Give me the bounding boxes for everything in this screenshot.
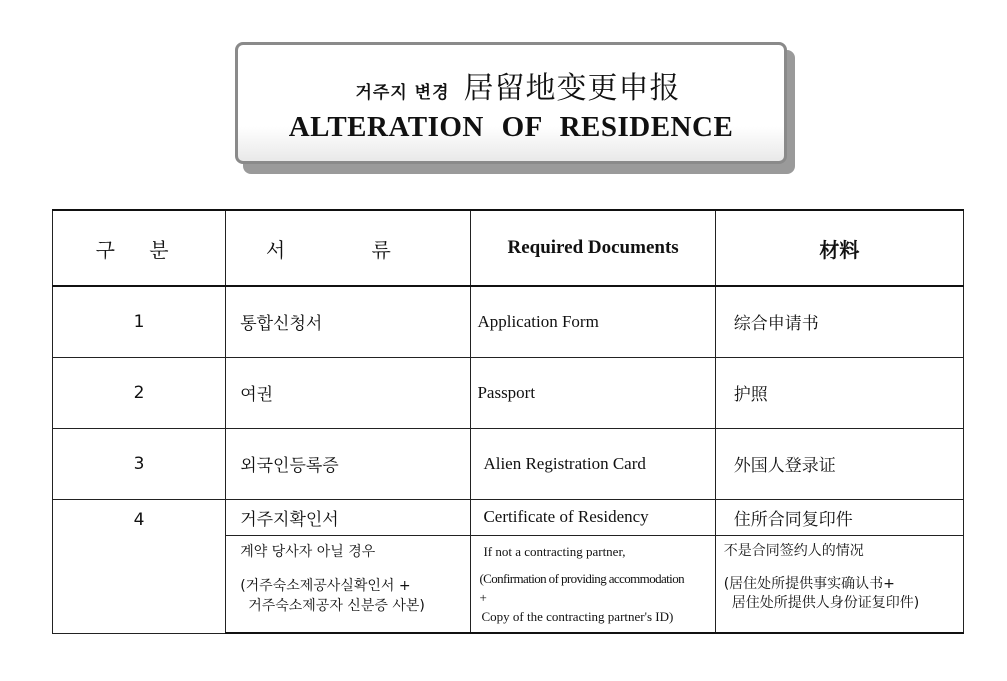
note-korean-line: 거주숙소제공자 신분증 사본) <box>248 597 425 614</box>
document-english: Certificate of Residency <box>471 499 715 535</box>
note-english-line: (Confirmation of providing accommodation <box>479 570 684 586</box>
document-chinese: 综合申请书 <box>715 286 963 357</box>
title-chinese: 居留地变更申报 <box>463 71 681 106</box>
document-korean: 통합신청서 <box>226 286 471 357</box>
document-chinese: 外国人登录证 <box>715 428 963 499</box>
document-chinese: 护照 <box>715 357 963 428</box>
header-documents-english: Required Documents <box>471 210 715 286</box>
table-row <box>53 499 964 535</box>
row-number: 4 <box>53 499 226 633</box>
note-english-line: Copy of the contracting partner's ID) <box>481 608 674 624</box>
row-number: 2 <box>53 357 226 428</box>
row-number: 3 <box>53 428 226 499</box>
note-chinese-line: (居住处所提供事实确认书+ <box>723 575 895 592</box>
note-english-line: If not a contracting partner, <box>483 543 626 559</box>
document-english: Passport <box>471 357 715 428</box>
table-row <box>53 286 964 357</box>
note-spacer <box>724 561 963 575</box>
note-korean-line: 계약 당사자 아닐 경우 <box>240 543 376 560</box>
title-korean: 거주지 변경 <box>355 83 450 103</box>
table-row <box>53 357 964 428</box>
document-chinese: 住所合同复印件 <box>715 499 963 535</box>
note-chinese <box>715 535 963 633</box>
note-korean-line: (거주숙소제공사실확인서 + <box>240 577 411 594</box>
note-spacer <box>240 562 470 576</box>
row-number: 1 <box>53 286 226 357</box>
document-english: Alien Registration Card <box>471 428 715 499</box>
note-chinese-line: 居住处所提供人身份证复印件) <box>731 594 920 611</box>
document-korean: 거주지확인서 <box>226 499 471 535</box>
document-korean: 외국인등록증 <box>226 428 471 499</box>
note-korean <box>226 535 471 633</box>
document-korean: 여권 <box>226 357 471 428</box>
document-english: Application Form <box>471 286 715 357</box>
header-category: 구 분 <box>53 210 226 286</box>
header-documents-korean: 서 류 <box>226 210 471 286</box>
required-documents-table <box>52 209 964 634</box>
note-english <box>471 535 715 633</box>
note-chinese-line: 不是合同签约人的情况 <box>723 542 864 559</box>
title-box <box>235 42 787 164</box>
table-row <box>53 428 964 499</box>
table-header-row <box>53 210 964 286</box>
title-english: ALTERATION OF RESIDENCE <box>288 111 734 143</box>
note-english-line: + <box>479 589 487 605</box>
note-spacer <box>479 561 714 569</box>
title-line-korean-chinese <box>238 63 784 107</box>
header-documents-chinese: 材料 <box>715 210 963 286</box>
